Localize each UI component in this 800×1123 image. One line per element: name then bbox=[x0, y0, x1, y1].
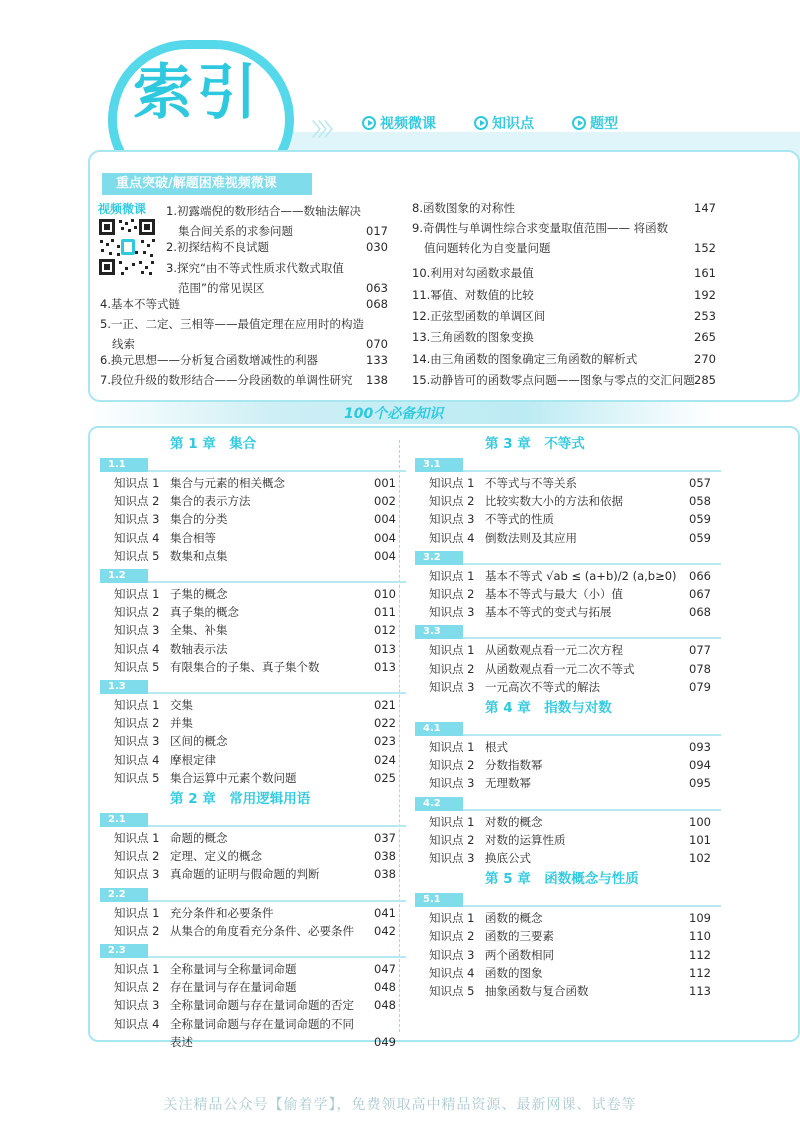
section-header bbox=[415, 797, 721, 811]
section-header bbox=[100, 813, 406, 827]
knowledge-point-label: 知识点 3 bbox=[429, 947, 475, 962]
knowledge-point-label: 知识点 2 bbox=[429, 758, 475, 773]
qr-code-icon[interactable] bbox=[97, 217, 157, 277]
knowledge-point-title: 真子集的概念 bbox=[170, 605, 239, 620]
knowledge-point-label: 知识点 2 bbox=[114, 716, 160, 731]
knowledge-point-page: 079 bbox=[689, 679, 711, 694]
knowledge-point-page: 057 bbox=[689, 476, 711, 490]
knowledge-point-page: 023 bbox=[374, 734, 396, 749]
video-entry-page: 017 bbox=[366, 224, 388, 238]
knowledge-banner-title: 100个必备知识 bbox=[344, 406, 444, 422]
knowledge-point-label: 知识点 3 bbox=[114, 623, 160, 638]
section-tab: 2.2 bbox=[100, 888, 148, 902]
section-tab: 5.1 bbox=[415, 893, 463, 907]
section-tab: 4.1 bbox=[415, 722, 463, 736]
knowledge-point-label: 知识点 1 bbox=[114, 962, 160, 976]
knowledge-point-page: 001 bbox=[374, 476, 396, 490]
knowledge-point-title: 根式 bbox=[485, 740, 508, 754]
knowledge-point-page: 102 bbox=[689, 851, 711, 865]
knowledge-point-page: 066 bbox=[689, 568, 711, 583]
knowledge-point-title: 集合的分类 bbox=[170, 512, 228, 527]
link-video-lessons[interactable]: 视频微课 bbox=[362, 114, 436, 134]
knowledge-point-row[interactable] bbox=[429, 774, 711, 792]
knowledge-point-label: 知识点 4 bbox=[429, 965, 475, 980]
knowledge-point-label: 知识点 3 bbox=[114, 734, 160, 749]
video-entry[interactable]: 14.由三角函数的图象确定三角函数的解析式 bbox=[412, 352, 638, 366]
knowledge-point-page: 095 bbox=[689, 776, 711, 791]
knowledge-point-title: 换底公式 bbox=[485, 851, 531, 865]
link-question-types[interactable]: 题型 bbox=[572, 114, 618, 134]
chapter-title: 第 4 章 指数与对数 bbox=[485, 700, 612, 716]
knowledge-point-label: 知识点 2 bbox=[429, 587, 475, 601]
knowledge-point-label: 知识点 1 bbox=[429, 643, 475, 658]
knowledge-point-title: 区间的概念 bbox=[170, 734, 228, 749]
video-entry[interactable]: 2.初探结构不良试题 bbox=[166, 240, 269, 254]
knowledge-point-row[interactable] bbox=[114, 904, 396, 922]
knowledge-point-label: 知识点 1 bbox=[114, 476, 160, 490]
knowledge-point-title: 对数的运算性质 bbox=[485, 832, 566, 847]
knowledge-point-label: 知识点 3 bbox=[114, 998, 160, 1013]
chapter-title: 第 2 章 常用逻辑用语 bbox=[170, 791, 311, 807]
knowledge-point-row[interactable] bbox=[429, 492, 711, 510]
knowledge-point-label: 知识点 2 bbox=[114, 849, 160, 864]
knowledge-point-row[interactable] bbox=[114, 1033, 396, 1051]
video-entry[interactable]: 6.换元思想——分析复合函数增减性的利器 bbox=[100, 353, 318, 367]
knowledge-point-label: 知识点 4 bbox=[114, 530, 160, 545]
knowledge-point-row[interactable] bbox=[114, 769, 396, 787]
section-header bbox=[415, 551, 721, 565]
video-entry-page: 152 bbox=[694, 241, 716, 255]
knowledge-point-row[interactable] bbox=[114, 603, 396, 621]
video-entry-page: 285 bbox=[694, 373, 716, 387]
knowledge-point-label: 知识点 2 bbox=[429, 661, 475, 676]
knowledge-point-page: 110 bbox=[689, 929, 711, 944]
knowledge-point-label: 知识点 1 bbox=[114, 587, 160, 601]
knowledge-point-page: 025 bbox=[374, 770, 396, 785]
play-icon bbox=[362, 116, 376, 130]
knowledge-point-title: 基本不等式的变式与拓展 bbox=[485, 605, 612, 620]
section-header bbox=[100, 888, 406, 902]
knowledge-point-row[interactable] bbox=[429, 831, 711, 849]
video-entry-page: 147 bbox=[694, 201, 716, 215]
knowledge-point-label: 知识点 3 bbox=[429, 679, 475, 694]
video-entry-page: 138 bbox=[366, 373, 388, 387]
knowledge-point-title: 集合与元素的相关概念 bbox=[170, 476, 285, 490]
knowledge-point-label: 知识点 1 bbox=[429, 911, 475, 926]
knowledge-point-row[interactable] bbox=[114, 714, 396, 732]
video-entry-page: 030 bbox=[366, 240, 388, 254]
video-entry-page: 133 bbox=[366, 353, 388, 367]
knowledge-point-label: 知识点 3 bbox=[429, 512, 475, 527]
knowledge-point-row[interactable] bbox=[429, 529, 711, 547]
knowledge-point-title: 从函数观点看一元二次不等式 bbox=[485, 661, 635, 676]
video-entry[interactable]: 3.探究“由不等式性质求代数式取值 bbox=[166, 261, 344, 275]
section-header bbox=[100, 944, 406, 958]
video-entry-continued: 集合间关系的求参问题 bbox=[178, 224, 293, 238]
video-entry[interactable]: 12.正弦型函数的单调区间 bbox=[412, 309, 546, 323]
video-entry[interactable]: 11.幂值、对数值的比较 bbox=[412, 288, 534, 302]
section-tab: 4.2 bbox=[415, 797, 463, 811]
knowledge-point-row[interactable] bbox=[114, 978, 396, 996]
play-icon bbox=[572, 116, 586, 130]
video-entry-page: 161 bbox=[694, 266, 716, 280]
knowledge-point-page: 049 bbox=[374, 1034, 396, 1049]
knowledge-point-label: 知识点 2 bbox=[429, 929, 475, 944]
knowledge-point-page: 059 bbox=[689, 512, 711, 527]
knowledge-point-row[interactable] bbox=[429, 567, 711, 585]
video-entry-page: 265 bbox=[694, 330, 716, 344]
knowledge-point-row[interactable] bbox=[114, 751, 396, 769]
knowledge-point-label: 知识点 3 bbox=[429, 851, 475, 865]
knowledge-point-row[interactable] bbox=[114, 922, 396, 940]
link-knowledge-points[interactable]: 知识点 bbox=[474, 114, 534, 134]
knowledge-point-page: 058 bbox=[689, 494, 711, 509]
knowledge-point-row[interactable] bbox=[114, 492, 396, 510]
knowledge-point-row[interactable] bbox=[429, 756, 711, 774]
knowledge-point-label: 知识点 2 bbox=[114, 980, 160, 995]
knowledge-point-page: 068 bbox=[689, 605, 711, 620]
video-entry[interactable]: 10.利用对勾函数求最值 bbox=[412, 266, 534, 280]
section-tab: 3.3 bbox=[415, 625, 463, 639]
knowledge-point-page: 059 bbox=[689, 530, 711, 545]
video-entry[interactable]: 9.奇偶性与单调性综合求变量取值范围—— 将函数 bbox=[412, 221, 669, 235]
knowledge-point-page: 024 bbox=[374, 752, 396, 767]
knowledge-point-page: 077 bbox=[689, 643, 711, 658]
section-header bbox=[100, 458, 406, 472]
knowledge-point-title: 充分条件和必要条件 bbox=[170, 905, 274, 920]
chapter-title: 第 5 章 函数概念与性质 bbox=[485, 871, 639, 888]
knowledge-point-label: 知识点 2 bbox=[114, 494, 160, 509]
knowledge-point-row[interactable] bbox=[114, 996, 396, 1014]
page-title: 索引 bbox=[133, 58, 261, 128]
video-tag: 视频微课 bbox=[98, 202, 147, 216]
knowledge-point-title: 定理、定义的概念 bbox=[170, 849, 262, 864]
knowledge-point-row[interactable] bbox=[114, 529, 396, 547]
knowledge-point-row[interactable] bbox=[114, 474, 396, 492]
knowledge-point-page: 013 bbox=[374, 659, 396, 674]
knowledge-point-title: 倒数法则及其应用 bbox=[485, 530, 577, 545]
section-header bbox=[415, 893, 721, 907]
knowledge-point-page: 041 bbox=[374, 905, 396, 920]
knowledge-point-row[interactable] bbox=[114, 621, 396, 639]
knowledge-point-row[interactable] bbox=[429, 927, 711, 945]
knowledge-point-label: 知识点 2 bbox=[429, 494, 475, 509]
knowledge-point-row[interactable] bbox=[429, 946, 711, 964]
video-entry-continued: 值问题转化为自变量问题 bbox=[424, 241, 551, 255]
knowledge-point-label: 知识点 1 bbox=[429, 568, 475, 583]
knowledge-point-row[interactable] bbox=[429, 849, 711, 867]
section-header bbox=[415, 722, 721, 736]
knowledge-point-page: 038 bbox=[374, 849, 396, 864]
knowledge-point-label: 知识点 4 bbox=[114, 1016, 160, 1031]
video-entry-page: 063 bbox=[366, 281, 388, 295]
knowledge-point-page: 038 bbox=[374, 867, 396, 882]
knowledge-point-page: 011 bbox=[374, 605, 396, 620]
knowledge-point-page: 112 bbox=[689, 947, 711, 962]
knowledge-point-row[interactable] bbox=[114, 1015, 384, 1033]
knowledge-point-page: 037 bbox=[374, 831, 396, 845]
knowledge-point-page: 004 bbox=[374, 530, 396, 545]
section-tab: 2.1 bbox=[100, 813, 148, 827]
knowledge-point-label: 知识点 2 bbox=[114, 923, 160, 938]
knowledge-point-title: 函数的三要素 bbox=[485, 929, 554, 944]
knowledge-point-row[interactable] bbox=[429, 603, 711, 621]
knowledge-point-label: 知识点 5 bbox=[429, 984, 475, 998]
knowledge-point-page: 113 bbox=[689, 984, 711, 998]
knowledge-point-label: 知识点 4 bbox=[114, 641, 160, 656]
knowledge-point-label: 知识点 1 bbox=[114, 831, 160, 845]
knowledge-point-title: 命题的概念 bbox=[170, 831, 228, 845]
knowledge-point-row[interactable] bbox=[114, 696, 396, 714]
knowledge-point-page: 109 bbox=[689, 911, 711, 926]
knowledge-point-title: 比较实数大小的方法和依据 bbox=[485, 494, 623, 509]
knowledge-point-row[interactable] bbox=[429, 738, 711, 756]
knowledge-point-title: 数集和点集 bbox=[170, 548, 228, 563]
knowledge-point-page: 067 bbox=[689, 587, 711, 601]
video-entry-page: 270 bbox=[694, 352, 716, 366]
section-tab: 1.2 bbox=[100, 569, 148, 583]
knowledge-point-title: 全集、补集 bbox=[170, 623, 228, 638]
knowledge-point-title: 基本不等式与最大（小）值 bbox=[485, 587, 623, 601]
video-entry-page: 068 bbox=[366, 297, 388, 311]
knowledge-point-page: 112 bbox=[689, 965, 711, 980]
knowledge-point-row[interactable] bbox=[114, 960, 396, 978]
arrows-decoration: 〉〉〉 bbox=[312, 120, 339, 141]
knowledge-point-title: 不等式的性质 bbox=[485, 512, 554, 527]
video-entry[interactable]: 1.初露端倪的数形结合——数轴法解决 bbox=[166, 204, 361, 218]
knowledge-point-page: 021 bbox=[374, 698, 396, 712]
knowledge-point-page: 093 bbox=[689, 740, 711, 754]
knowledge-point-title: 有限集合的子集、真子集个数 bbox=[170, 659, 320, 674]
knowledge-point-label: 知识点 1 bbox=[114, 698, 160, 712]
knowledge-point-title: 两个函数相同 bbox=[485, 947, 554, 962]
section-header bbox=[100, 680, 406, 694]
knowledge-point-title: 交集 bbox=[170, 698, 193, 712]
knowledge-point-row[interactable] bbox=[114, 829, 396, 847]
knowledge-point-row[interactable] bbox=[114, 865, 396, 883]
section-tab: 1.1 bbox=[100, 458, 148, 472]
video-section-bar: 重点突破/解题困难视频微课 bbox=[102, 173, 312, 195]
knowledge-point-label: 知识点 5 bbox=[114, 548, 160, 563]
knowledge-point-label: 知识点 3 bbox=[114, 512, 160, 527]
knowledge-point-title: 从集合的角度看充分条件、必要条件 bbox=[170, 923, 354, 938]
chapter-title: 第 1 章 集合 bbox=[170, 436, 257, 452]
knowledge-point-row[interactable] bbox=[114, 510, 396, 528]
section-tab: 3.2 bbox=[415, 551, 463, 565]
knowledge-point-title: 真命题的证明与假命题的判断 bbox=[170, 867, 320, 882]
knowledge-point-page: 078 bbox=[689, 661, 711, 676]
video-entry[interactable]: 4.基本不等式链 bbox=[100, 297, 180, 311]
section-header bbox=[415, 625, 721, 639]
knowledge-point-page: 013 bbox=[374, 641, 396, 656]
knowledge-point-title: 摩根定律 bbox=[170, 752, 216, 767]
knowledge-point-title: 集合相等 bbox=[170, 530, 216, 545]
video-entry[interactable]: 7.段位升级的数形结合——分段函数的单调性研究 bbox=[100, 373, 353, 387]
knowledge-point-title: 并集 bbox=[170, 716, 193, 731]
knowledge-point-label: 知识点 3 bbox=[114, 867, 160, 882]
knowledge-point-page: 002 bbox=[374, 494, 396, 509]
knowledge-point-page: 094 bbox=[689, 758, 711, 773]
knowledge-point-row[interactable] bbox=[429, 982, 711, 1000]
knowledge-point-label: 知识点 1 bbox=[429, 476, 475, 490]
video-entry-continued: 范围”的常见误区 bbox=[178, 281, 265, 295]
knowledge-point-page: 048 bbox=[374, 998, 396, 1013]
knowledge-point-page: 012 bbox=[374, 623, 396, 638]
knowledge-point-label: 知识点 5 bbox=[114, 659, 160, 674]
knowledge-point-row[interactable] bbox=[114, 732, 396, 750]
knowledge-point-label: 知识点 1 bbox=[114, 905, 160, 920]
section-tab: 2.3 bbox=[100, 944, 148, 958]
knowledge-point-row[interactable] bbox=[429, 510, 711, 528]
section-header bbox=[415, 458, 721, 472]
knowledge-point-page: 042 bbox=[374, 923, 396, 938]
knowledge-point-row[interactable] bbox=[429, 909, 711, 927]
knowledge-point-title: 集合运算中元素个数问题 bbox=[170, 770, 297, 785]
knowledge-point-title: 函数的图象 bbox=[485, 965, 543, 980]
knowledge-point-title: 一元高次不等式的解法 bbox=[485, 679, 600, 694]
knowledge-point-page: 004 bbox=[374, 512, 396, 527]
video-entry[interactable]: 13.三角函数的图象变换 bbox=[412, 330, 534, 344]
knowledge-point-label: 知识点 3 bbox=[429, 776, 475, 791]
video-entry-page: 070 bbox=[366, 337, 388, 351]
video-entry[interactable]: 8.函数图象的对称性 bbox=[412, 201, 515, 215]
knowledge-point-label: 知识点 2 bbox=[429, 832, 475, 847]
section-tab: 3.1 bbox=[415, 458, 463, 472]
knowledge-point-title: 存在量词与存在量词命题 bbox=[170, 980, 297, 995]
knowledge-point-row[interactable] bbox=[114, 847, 396, 865]
knowledge-point-title: 对数的概念 bbox=[485, 814, 543, 829]
knowledge-point-title: 抽象函数与复合函数 bbox=[485, 984, 589, 998]
knowledge-point-title: 函数的概念 bbox=[485, 911, 543, 926]
knowledge-point-title: 全称量词命题与存在量词命题的否定 bbox=[170, 998, 354, 1013]
knowledge-point-title: 集合的表示方法 bbox=[170, 494, 251, 509]
knowledge-point-label: 知识点 1 bbox=[429, 814, 475, 829]
knowledge-point-title: 分数指数幂 bbox=[485, 758, 543, 773]
knowledge-point-label: 知识点 4 bbox=[114, 752, 160, 767]
knowledge-point-row[interactable] bbox=[429, 641, 711, 659]
knowledge-point-label: 知识点 3 bbox=[429, 605, 475, 620]
knowledge-point-row[interactable] bbox=[429, 678, 711, 696]
knowledge-point-label: 知识点 2 bbox=[114, 605, 160, 620]
knowledge-point-title: 基本不等式 √ab ≤ (a+b)/2 (a,b≥0) bbox=[485, 568, 677, 583]
footer-note: 关注精品公众号【偷着学】，免费领取高中精品资源、最新网课、试卷等 bbox=[163, 1097, 637, 1113]
knowledge-point-page: 047 bbox=[374, 962, 396, 976]
knowledge-point-row[interactable] bbox=[114, 640, 396, 658]
knowledge-point-label: 知识点 5 bbox=[114, 770, 160, 785]
chapter-title: 第 3 章 不等式 bbox=[485, 436, 585, 452]
knowledge-point-page: 004 bbox=[374, 548, 396, 563]
section-tab: 1.3 bbox=[100, 680, 148, 694]
section-header bbox=[100, 569, 406, 583]
knowledge-point-title: 数轴表示法 bbox=[170, 641, 228, 656]
video-entry-page: 192 bbox=[694, 288, 716, 302]
video-entry-page: 253 bbox=[694, 309, 716, 323]
knowledge-point-title: 子集的概念 bbox=[170, 587, 228, 601]
knowledge-point-row[interactable] bbox=[429, 660, 711, 678]
knowledge-point-title: 表述 bbox=[170, 1034, 193, 1049]
video-entry-continued: 线索 bbox=[112, 337, 135, 351]
knowledge-point-title: 全称量词命题与存在量词命题的不同 bbox=[170, 1016, 354, 1031]
knowledge-point-title: 不等式与不等关系 bbox=[485, 476, 577, 490]
knowledge-point-row[interactable] bbox=[114, 547, 396, 565]
knowledge-point-row[interactable] bbox=[429, 964, 711, 982]
play-icon bbox=[474, 116, 488, 130]
knowledge-point-row[interactable] bbox=[114, 585, 396, 603]
knowledge-point-page: 022 bbox=[374, 716, 396, 731]
knowledge-point-row[interactable] bbox=[429, 813, 711, 831]
knowledge-point-page: 010 bbox=[374, 587, 396, 601]
knowledge-point-label: 知识点 1 bbox=[429, 740, 475, 754]
knowledge-point-page: 100 bbox=[689, 814, 711, 829]
video-entry[interactable]: 15.动静皆可的函数零点问题——图象与零点的交汇问题 bbox=[412, 373, 695, 387]
video-entry[interactable]: 5.一正、二定、三相等——最值定理在应用时的构造 bbox=[100, 317, 364, 331]
knowledge-point-page: 048 bbox=[374, 980, 396, 995]
knowledge-point-title: 全称量词与全称量词命题 bbox=[170, 962, 297, 976]
knowledge-point-title: 无理数幂 bbox=[485, 776, 531, 791]
knowledge-point-row[interactable] bbox=[429, 585, 711, 603]
knowledge-point-row[interactable] bbox=[429, 474, 711, 492]
knowledge-point-page: 101 bbox=[689, 832, 711, 847]
knowledge-point-label: 知识点 4 bbox=[429, 530, 475, 545]
knowledge-point-row[interactable] bbox=[114, 658, 396, 676]
knowledge-point-title: 从函数观点看一元二次方程 bbox=[485, 643, 623, 658]
